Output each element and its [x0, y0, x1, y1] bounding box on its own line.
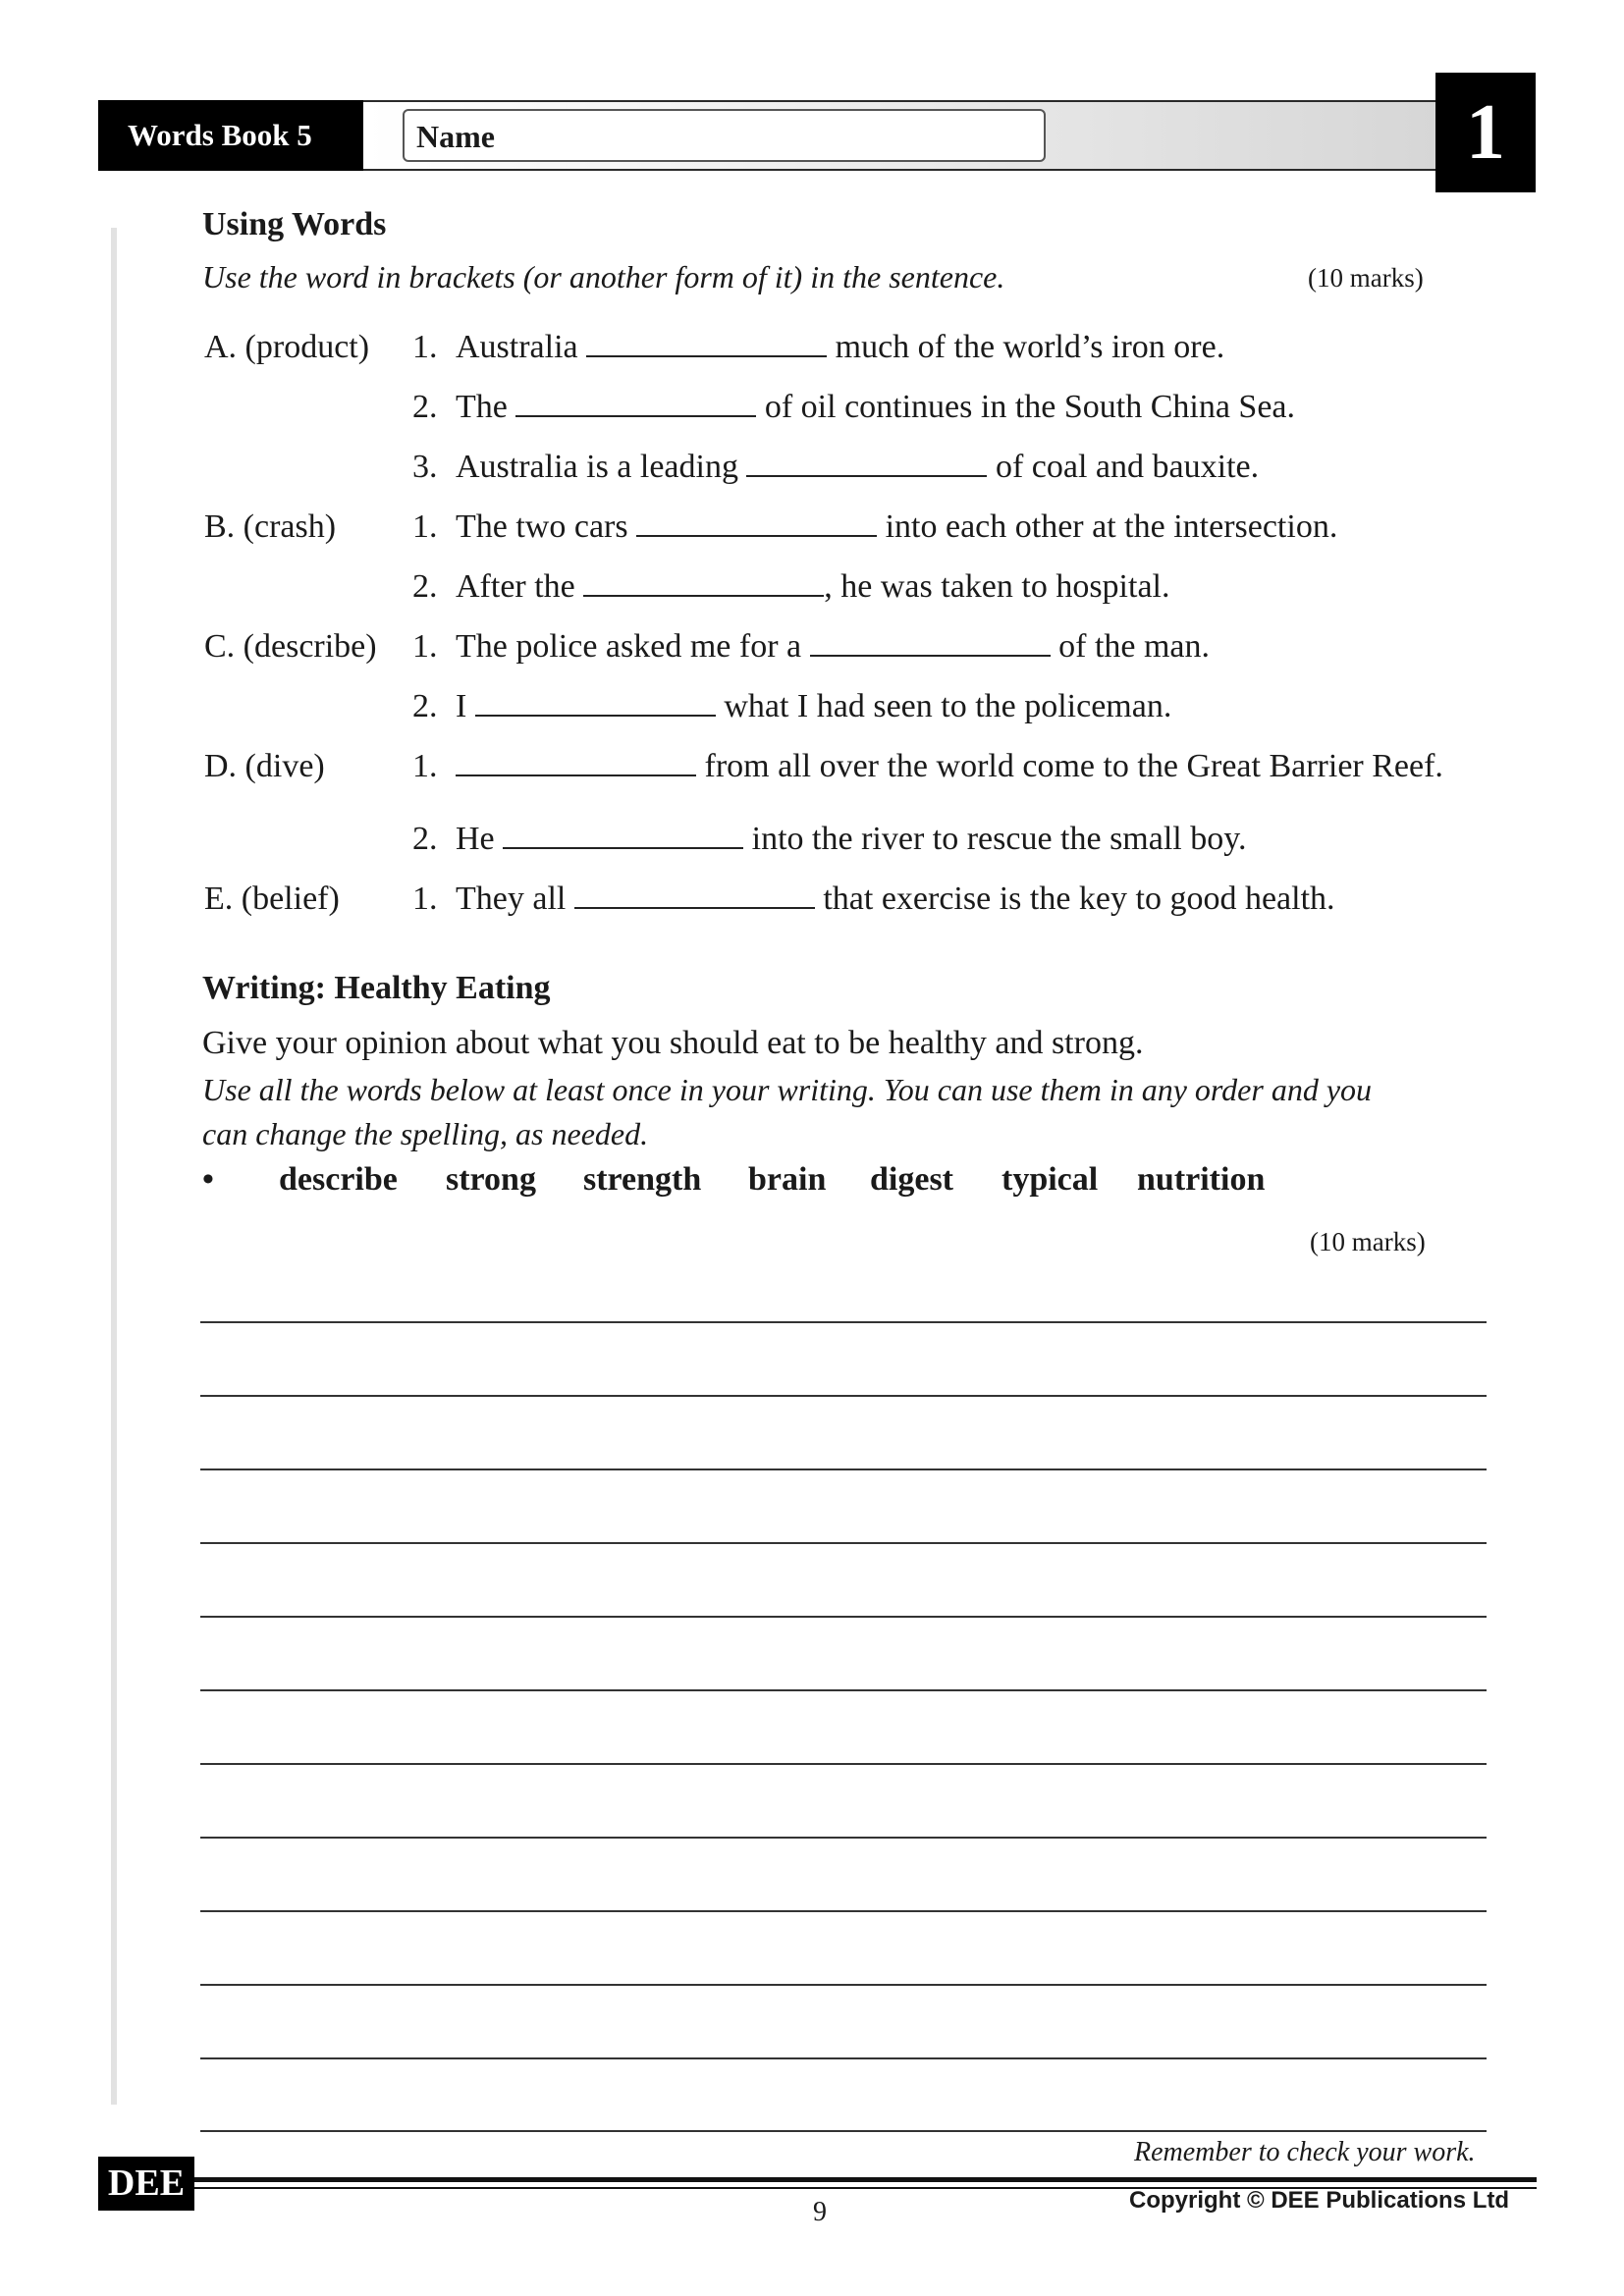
- sentence-end: what I had seen to the policeman.: [715, 688, 1172, 724]
- copyright-notice: Copyright © DEE Publications Ltd: [1129, 2187, 1510, 2214]
- word-item: strong: [446, 1161, 536, 1198]
- writing-line[interactable]: [200, 1616, 1487, 1618]
- writing-line[interactable]: [200, 1321, 1487, 1323]
- row-number: 2.: [412, 688, 438, 724]
- answer-blank[interactable]: [636, 509, 877, 537]
- answer-blank[interactable]: [810, 629, 1051, 657]
- sentence-start: He: [456, 821, 504, 857]
- row-label: A. (product): [204, 329, 370, 365]
- word-item: typical: [1001, 1161, 1099, 1198]
- answer-blank[interactable]: [515, 390, 756, 417]
- word-item: brain: [748, 1161, 827, 1198]
- sentence-start: The: [456, 389, 516, 425]
- row-number: 1.: [412, 748, 438, 784]
- row-number: 1.: [412, 881, 438, 917]
- sentence-end: that exercise is the key to good health.: [814, 881, 1335, 917]
- writing-line[interactable]: [200, 1468, 1487, 1470]
- writing-line[interactable]: [200, 1910, 1487, 1912]
- sentence-start: The two cars: [456, 508, 637, 545]
- writing-marks: (10 marks): [1310, 1227, 1426, 1256]
- writing-instruction-line2: can change the spelling, as needed.: [202, 1116, 649, 1151]
- sentence-end: much of the world’s iron ore.: [827, 329, 1225, 365]
- word-item: digest: [870, 1161, 953, 1198]
- writing-prompt: Give your opinion about what you should eat to be healthy and strong.: [202, 1025, 1144, 1061]
- using-words-marks: (10 marks): [1308, 263, 1424, 293]
- footer-rule: [172, 2177, 1537, 2182]
- page-number: 9: [813, 2197, 827, 2227]
- row-number: 2.: [412, 821, 438, 857]
- using-words-instruction: Use the word in brackets (or another form of it) in the sentence.: [202, 259, 1005, 294]
- writing-line[interactable]: [200, 2057, 1487, 2059]
- sentence-start: I: [456, 688, 475, 724]
- writing-line[interactable]: [200, 2130, 1487, 2132]
- sentence-end: , he was taken to hospital.: [824, 568, 1170, 605]
- answer-blank[interactable]: [456, 749, 696, 776]
- row-number: 1.: [412, 628, 438, 665]
- answer-blank[interactable]: [475, 689, 716, 717]
- row-label: C. (describe): [204, 628, 377, 665]
- sentence-start: After the: [456, 568, 584, 605]
- sentence-start: Australia: [456, 329, 587, 365]
- section-title-using-words: Using Words: [202, 206, 387, 242]
- answer-blank[interactable]: [746, 450, 987, 477]
- row-number: 2.: [412, 568, 438, 605]
- writing-line[interactable]: [200, 1542, 1487, 1544]
- row-label: E. (belief): [204, 881, 340, 917]
- unit-number: 1: [1435, 73, 1536, 192]
- writing-line[interactable]: [200, 1763, 1487, 1765]
- sentence-end: of the man.: [1050, 628, 1211, 665]
- dee-logo: DEE: [98, 2157, 194, 2211]
- row-label: D. (dive): [204, 748, 325, 784]
- writing-line[interactable]: [200, 1689, 1487, 1691]
- row-number: 2.: [412, 389, 438, 425]
- row-number: 1.: [412, 508, 438, 545]
- name-field[interactable]: [403, 109, 1046, 162]
- sentence-end: into each other at the intersection.: [877, 508, 1338, 545]
- left-margin-rule: [111, 228, 117, 2105]
- bullet: •: [202, 1161, 214, 1198]
- reminder-note: Remember to check your work.: [1134, 2137, 1476, 2167]
- name-label: Name: [416, 119, 495, 154]
- sentence-end: of oil continues in the South China Sea.: [756, 389, 1296, 425]
- sentence-end: into the river to rescue the small boy.: [743, 821, 1247, 857]
- section-title-writing: Writing: Healthy Eating: [202, 970, 551, 1006]
- sentence-end: from all over the world come to the Great Barrier Reef.: [696, 748, 1443, 784]
- sentence-end: of coal and bauxite.: [987, 449, 1260, 485]
- book-title: Words Book 5: [98, 100, 363, 171]
- writing-instruction-line1: Use all the words below at least once in your writing. You can use them in any order and you: [202, 1072, 1373, 1107]
- answer-blank[interactable]: [583, 569, 824, 597]
- writing-line[interactable]: [200, 1984, 1487, 1986]
- row-number: 1.: [412, 329, 438, 365]
- sentence-start: Australia is a leading: [456, 449, 747, 485]
- answer-blank[interactable]: [574, 881, 815, 909]
- row-number: 3.: [412, 449, 438, 485]
- word-item: describe: [279, 1161, 398, 1198]
- answer-blank[interactable]: [503, 822, 743, 849]
- sentence-start: The police asked me for a: [456, 628, 810, 665]
- writing-line[interactable]: [200, 1837, 1487, 1839]
- sentence-start: They all: [456, 881, 574, 917]
- answer-blank[interactable]: [586, 330, 827, 357]
- row-label: B. (crash): [204, 508, 337, 545]
- word-item: nutrition: [1137, 1161, 1266, 1198]
- writing-line[interactable]: [200, 1395, 1487, 1397]
- word-item: strength: [583, 1161, 702, 1198]
